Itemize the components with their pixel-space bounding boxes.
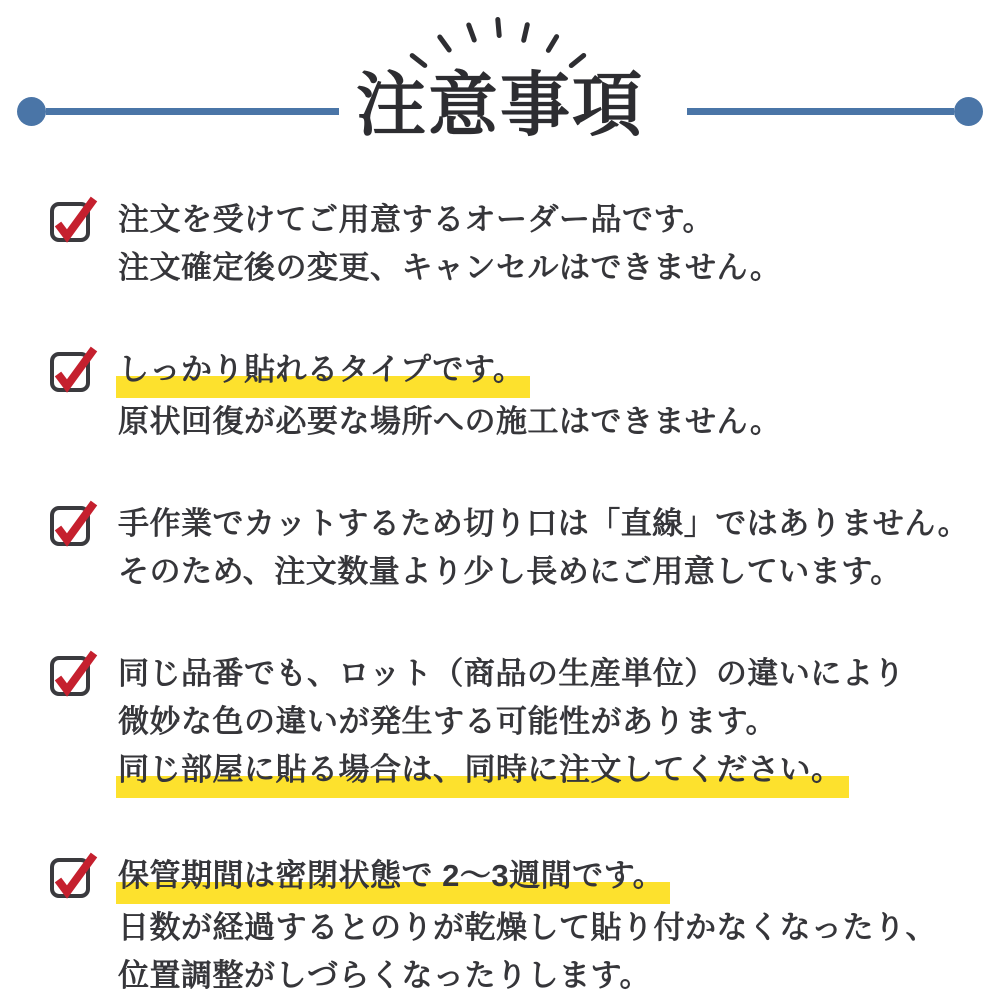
item-text (100, 346, 781, 446)
notice-header (0, 0, 1000, 182)
page-title: 注意事項 (356, 66, 644, 144)
list-item (48, 650, 960, 798)
title-rule-right (687, 96, 983, 126)
list-item (48, 196, 960, 292)
item-line: 日数が経過するとのりが乾燥して貼り付かなくなったり、 (118, 910, 937, 945)
item-line: 位置調整がしづらくなったりします。 (118, 958, 652, 993)
item-line: 注文確定後の変更、キャンセルはできません。 (118, 250, 782, 285)
checkbox-checked-icon (48, 192, 100, 244)
list-item (48, 500, 970, 596)
item-line: 微妙な色の違いが発生する可能性があります。 (118, 704, 778, 739)
item-line-highlighted: 同じ部屋に貼る場合は、同時に注文してください。 (118, 746, 905, 798)
item-line: そのため、注文数量より少し長めにご用意しています。 (118, 554, 902, 589)
rule-line-right (687, 108, 954, 115)
rule-end-dot-right (954, 97, 983, 126)
precautions-list (0, 182, 1000, 1000)
item-line: 手作業でカットするため切り口は「直線」ではありません。 (118, 506, 970, 541)
item-text (100, 852, 937, 1000)
checkbox-checked-icon (48, 496, 100, 548)
item-line: 原状回復が必要な場所への施工はできません。 (118, 404, 782, 439)
item-line-highlighted: しっかり貼れるタイプです。 (118, 346, 781, 398)
item-line: 同じ品番でも、ロット（商品の生産単位）の違いにより (118, 656, 905, 691)
list-item (48, 346, 960, 446)
checkbox-checked-icon (48, 646, 100, 698)
checkbox-checked-icon (48, 848, 100, 900)
item-line: 注文を受けてご用意するオーダー品です。 (118, 202, 715, 237)
item-text (100, 196, 781, 292)
item-text (100, 650, 905, 798)
item-text (100, 500, 969, 596)
checkbox-checked-icon (48, 342, 100, 394)
item-line-highlighted: 保管期間は密閉状態で 2～3週間です。 (118, 852, 937, 904)
list-item (48, 852, 960, 1000)
